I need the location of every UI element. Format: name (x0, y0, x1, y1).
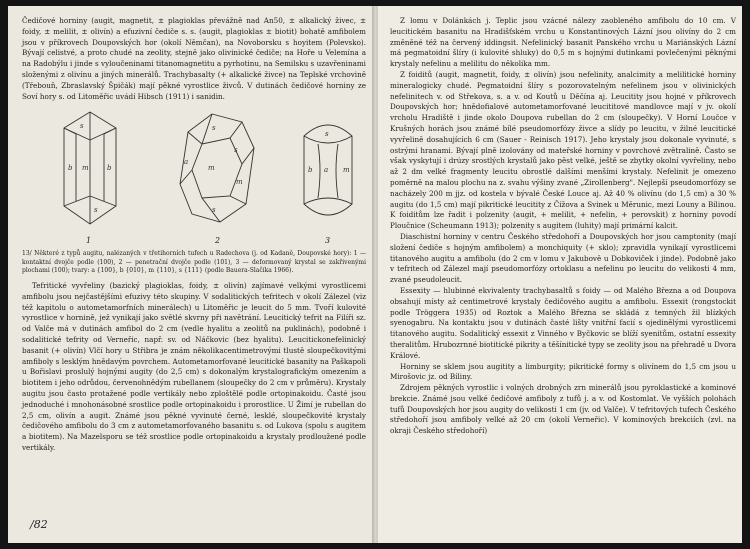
svg-text:m: m (236, 178, 243, 187)
augite-crystal-drawing-1 (52, 108, 128, 230)
right-paragraph-1: Z lomu v Dolánkách j. Teplic jsou vzácné nálezy zaobleného amfibolu do 10 cm. V leucitickém basanitu na Hradišťském vrchu u Konstantinových Lázní jsou olivíny do 2 cm změněné též na červený iddingsit. Nefelinický basanit Panského vrchu u Mariánských Lázní má pegmatoidní šlíry (i kulovité shluky) do 0,5 m s hojnými dutinkami povlečenými pěknými krystaly nefelinu a melilitu do několika mm. (390, 16, 736, 69)
figure-caption: 13/ Některé z typů augitu, nalézaných v třetihorních tufech u Radechova (j. od Kadaně, Doupovské hory): 1 — kontaktní dvojče podle (100), 2 — penetrační dvojče podle (101), 3 — deformovaný krystal se zakřivenými plochami (100); tvary: a {100}, b {010}, m {110}, s {111} (podle Bauera-Slačíka 1966). (22, 250, 366, 274)
svg-text:m: m (82, 164, 89, 173)
augite-crystal-drawing-2 (172, 108, 264, 230)
svg-text:m: m (343, 166, 350, 175)
right-page (378, 6, 742, 543)
svg-text:b: b (68, 164, 73, 173)
page-number: /82 (30, 518, 48, 531)
right-paragraph-5: Horniny se sklem jsou augitity a limburgity; pikritické formy s olivínem do 1,5 cm jsou u Mirošovic jz. od Bíliny. (390, 361, 736, 382)
svg-text:s: s (325, 130, 329, 139)
svg-text:s: s (212, 206, 216, 215)
left-bottom-paragraph: Tefritické vyvřeliny (bazický plagioklas, foidy, ± olivín) zajímavé velkými vyrostlicemi amfibolu jsou nejčastějšími efuzivy této skupiny. V sodalitických tefritech v okolí Zálezel (viz též kapitolu o autometamorfních minerálech) u Litoměřic je leucit do 5 mm. Tvoří kulovité vyrostlice v hornině, jež vynikají jako světlé skvrny při navětrání. Leucitický tefrit na Filíři sz. od Valče má v dutinách amfibol do 2 cm (vedle hyalitu a zeolitů na puklinách), podobně i sodalitické tefrity od Verneřic, např. sv. od Náčkovic (bez hyalitu). Leucitickonefelinický basanit (+ olivín) Vlčí hory u Střibra je znám několikacentimetrovými tlustě sloupečkovitými amfiboly s lesklým hnědavým povrchem. Autometamorfované leucitické basanity na Paškapoli u Bořislavi proslulý hojnými augity (do 2,5 cm) s dokonalým krystalografickým omezením a biotitem i jeho odrůdou, červenohnědým rubellanem (sloupečky do 2 cm v průměru). Krystaly augitu jsou často protažené podle vertikály nebo zploštělé podle ortopinakoidu. Časté jsou jednoduché i mnohonásobné srostlice podle ortopinakoidu i prorostlice. U Žimí je rubellan do 2,5 cm, olivín a augit. Známé jsou pěkné vyvinuté černé, lesklé, sloupečkovité krystaly čedičového amfibolu do 3 cm z autometamorfovaného basanitu s. od Lukova (spolu s augitem a biotitem). Na Mazelsporu se též srostlice podle ortopinakoidu a krystaly prodloužené podle vertikály. (22, 280, 366, 452)
svg-text:s: s (212, 124, 216, 133)
figure-number-2: 2 (215, 236, 221, 246)
left-top-paragraph: Čedičové horniny (augit, magnetit, ± plagioklas převážně nad An50, ± alkalický živec, ± foidy, ± melilit, ± olivín) a efuzivní čediče s. s. (augit, plagioklas ± biotit) bohatě amfibolem jsou v příkrovech Doupovských hor (okolí Němčan), na Novoborsku s hoyitem (Polevsko). Bývají celistvé, a proto chudé na zeolity, stejně jako olivinické čediče; na Hoře u Velemína a na Radobýlu i jinde s vyloučeninami titanomagnetitu a pyrhotinu, na Semilsku s uzavřeninami složenými z olivínu a jiných minerálů. Trachybasalty (+ alkalické živce) na Teplské vrchovině (Třebouň, Zbraslavský Špičák) mají pěkné vyrostlice živců. V dutinách čedičové horniny ze Soví hory s. od Litoměřic uvádí Hibsch (1911) i sanidin. (22, 16, 366, 101)
right-paragraph-2: Z foiditů (augit, magnetit, foidy, ± olivín) jsou nefelinity, analcimity a melilitické horniny mineralogicky chudé. Pegmatoidní šlíry s pozorovatelným nefelinem jsou v olivinických nefelinitech v. od Střekova, s. a v. od Koutů u Děčína aj. Leucitity jsou hojné v příkrovech Doupovských hor; hnědofialové autometamorfované leucititové mandlovce mají v jv. okolí vrcholu Hradiště i jinde okolo Doupova rubellan do 2 cm (sloupečky). V Horní Loučce v Krušných horách jsou známé bílé pseudomorfózy živce a slídy po leucitu, v žilné leucitické vyvřelině dosahujících 6 cm (Sauer - Reinisch 1917). Jeho krystaly jsou dokonale vyvinuté, s ostrými hranami. Bývají plně izolovány od mateřské horniny v povrchové zvětralině. Často se však vyskytují i drúzy srostlých krystalů jako pěst velké, ještě se zbytky okolní vyvřeliny, nebo až 2 dm velké fragmenty leucitu obrostlé dalšími menšími krystaly. Nefelinit je omezeno poměrně na malou plochu na z. svahu výšiny zvané „Zirollenberg". Nejlepší pseudomorfózy se nacházely 200 m jjz. od kostela v bývalé České Louce aj. Až 40 % olivínu (do 1,5 cm) a 30 % augitu (do 1,5 cm) mají pikritické leucitity z Čížova a Svinek u Měrunic, mezi Louny a Bílinou. K foiditům lze řadit i polzenity (augit, + melilit, + nefelin, + perovskit) z horniny povodí Ploučnice (Scheumann 1913); polzenity s augitem (luhity) mají primární kalcit. (390, 69, 736, 231)
svg-text:b: b (308, 166, 313, 175)
svg-text:s: s (94, 206, 98, 215)
svg-text:s: s (80, 122, 84, 131)
left-page (8, 6, 374, 543)
svg-text:b: b (107, 164, 112, 173)
svg-text:s: s (234, 146, 238, 155)
right-paragraph-3: Diaschistní horniny v centru Českého středohoří a Doupovských hor jsou camptonity (mají složení čediče s hojným amfibolem) a monchiquity (+ sklo); zpravidla vynikají vyrostlicemi titanového augitu a amfibolu (do 2 cm v lomu v Jakubově u Dobkoviček i jinde). Podobně jako v tefritech od Zálezel mají pseudomorfózy ortoklasu a nefelinu po leucitu do velikosti 4 mm, zvané pseudoleucit. (390, 231, 736, 285)
right-paragraph-4: Essexity — hlubinné ekvivalenty trachybasaltů s foidy — od Malého Března a od Doupova obsahují místy až centimetrové krystaly čedičového augitu a amfibolu. Essexit (rongstockit podle Tröggera 1935) od Roztok a Malého Března se skládá z temných žil blízkých syenogabru. Na kontaktu jsou v dutinách časté lišty vnitřní facií s ojedinělými vyrostlicemi titanového augitu. Sodalitický essexit z Vinného v Byčkovic se blíží syenitům, ostatní essexity theralitům. Hrubozrnné biotitické pikrity a těšínitické typy se zeolity jsou na přehradě u Dvora Králové. (390, 285, 736, 360)
svg-text:m: m (208, 164, 215, 173)
figure-number-1: 1 (86, 236, 92, 246)
svg-text:a: a (184, 158, 189, 167)
augite-crystal-figures (22, 108, 366, 248)
augite-crystal-drawing-3 (290, 108, 366, 230)
figure-number-3: 3 (325, 236, 331, 246)
svg-text:a: a (324, 166, 329, 175)
right-paragraph-6: Zdrojem pěkných vyrostlic i volných drobných zrn minerálů jsou pyroklastické a kominové brekcie. Známé jsou velké čedičové amfiboly z tufů j. a v. od Kostomlat. Ve vyšších polohách tufů Doupovských hor jsou augity do velikosti 1 cm (jv. od Valče). V tefritových tufech Českého středohoří jsou amfiboly velké až 20 cm (okolí Verneřic). V kominových brekciích (zvl. na okraji Českého středohoří) (390, 383, 736, 436)
